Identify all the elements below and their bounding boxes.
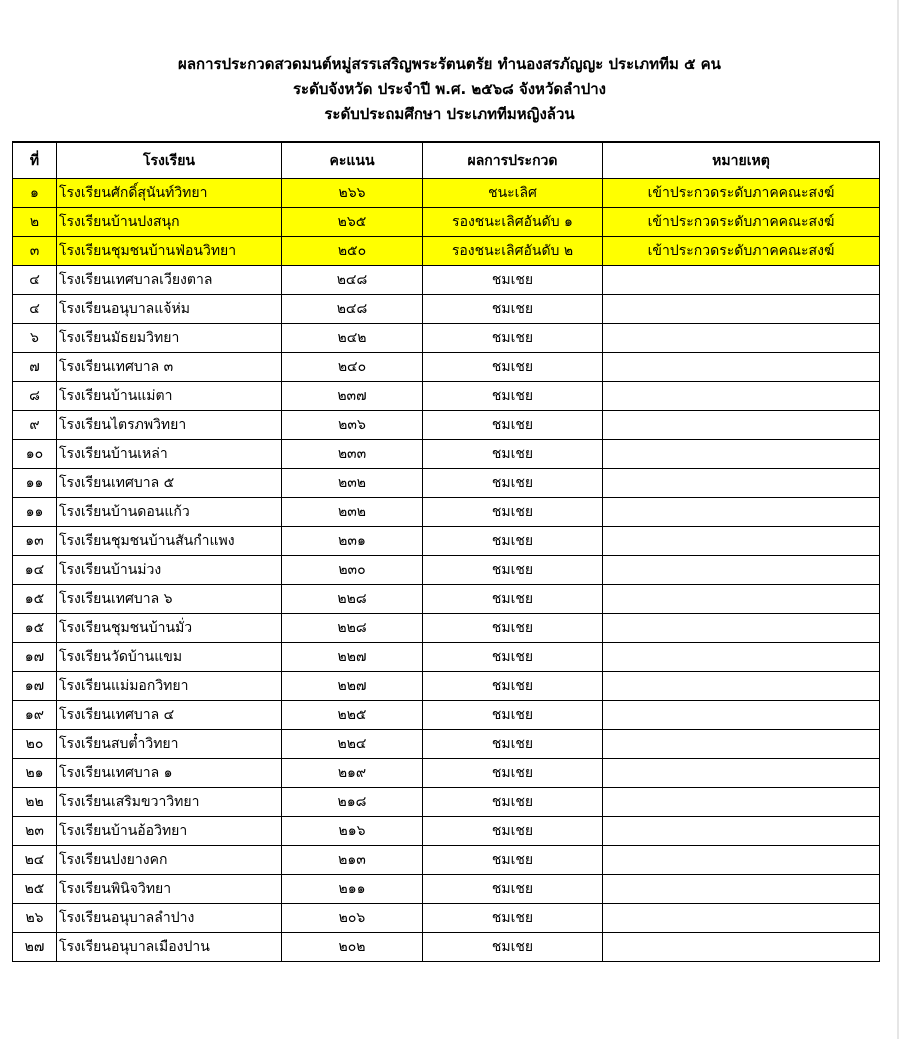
table-body [13, 179, 880, 962]
score-cell: ๒๑๖ [282, 817, 423, 846]
result-cell: ชมเชย [423, 672, 603, 701]
rank-cell: ๒๑ [13, 759, 57, 788]
school-cell: โรงเรียนสบต๋ำวิทยา [57, 730, 282, 759]
score-cell: ๒๒๕ [282, 701, 423, 730]
score-cell: ๒๐๖ [282, 904, 423, 933]
header-school: โรงเรียน [57, 142, 282, 179]
school-cell: โรงเรียนศักดิ์สุนันท์วิทยา [57, 179, 282, 208]
note-cell [603, 266, 880, 295]
score-cell: ๒๑๓ [282, 846, 423, 875]
note-cell [603, 933, 880, 962]
score-cell: ๒๓๖ [282, 411, 423, 440]
results-table [12, 141, 880, 962]
result-cell: ชมเชย [423, 846, 603, 875]
note-cell [603, 614, 880, 643]
table-row [13, 759, 880, 788]
score-cell: ๒๓๓ [282, 440, 423, 469]
score-cell: ๒๑๙ [282, 759, 423, 788]
rank-cell: ๑ [13, 179, 57, 208]
note-cell [603, 353, 880, 382]
table-row [13, 411, 880, 440]
note-cell: เข้าประกวดระดับภาคคณะสงฆ์ [603, 179, 880, 208]
score-cell: ๒๒๗ [282, 672, 423, 701]
school-cell: โรงเรียนเทศบาล ๓ [57, 353, 282, 382]
note-cell [603, 672, 880, 701]
table-row [13, 585, 880, 614]
result-cell: รองชนะเลิศอันดับ ๒ [423, 237, 603, 266]
result-cell: ชมเชย [423, 266, 603, 295]
table-row [13, 614, 880, 643]
note-cell: เข้าประกวดระดับภาคคณะสงฆ์ [603, 208, 880, 237]
score-cell: ๒๓๗ [282, 382, 423, 411]
table-row [13, 237, 880, 266]
rank-cell: ๒๒ [13, 788, 57, 817]
result-cell: ชมเชย [423, 382, 603, 411]
school-cell: โรงเรียนชุมชนบ้านมั่ว [57, 614, 282, 643]
score-cell: ๒๔๘ [282, 295, 423, 324]
rank-cell: ๗ [13, 353, 57, 382]
header-result: ผลการประกวด [423, 142, 603, 179]
score-cell: ๒๖๕ [282, 208, 423, 237]
school-cell: โรงเรียนอนุบาลเมืองปาน [57, 933, 282, 962]
table-row [13, 266, 880, 295]
table-row [13, 701, 880, 730]
result-cell: ชมเชย [423, 527, 603, 556]
note-cell [603, 875, 880, 904]
result-cell: ชมเชย [423, 701, 603, 730]
score-cell: ๒๒๗ [282, 643, 423, 672]
school-cell: โรงเรียนปงยางคก [57, 846, 282, 875]
result-cell: รองชนะเลิศอันดับ ๑ [423, 208, 603, 237]
rank-cell: ๑๗ [13, 643, 57, 672]
school-cell: โรงเรียนแม่มอกวิทยา [57, 672, 282, 701]
school-cell: โรงเรียนเสริมขวาวิทยา [57, 788, 282, 817]
rank-cell: ๒๗ [13, 933, 57, 962]
document-header [0, 52, 899, 127]
note-cell [603, 788, 880, 817]
result-cell: ชมเชย [423, 788, 603, 817]
result-cell: ชมเชย [423, 324, 603, 353]
result-cell: ชมเชย [423, 614, 603, 643]
rank-cell: ๙ [13, 411, 57, 440]
rank-cell: ๑๙ [13, 701, 57, 730]
school-cell: โรงเรียนชุมชนบ้านฟ่อนวิทยา [57, 237, 282, 266]
table-row [13, 846, 880, 875]
school-cell: โรงเรียนเทศบาล ๔ [57, 701, 282, 730]
table-row [13, 353, 880, 382]
score-cell: ๒๖๖ [282, 179, 423, 208]
note-cell [603, 701, 880, 730]
note-cell [603, 382, 880, 411]
result-cell: ชมเชย [423, 759, 603, 788]
result-cell: ชมเชย [423, 904, 603, 933]
note-cell: เข้าประกวดระดับภาคคณะสงฆ์ [603, 237, 880, 266]
school-cell: โรงเรียนบ้านอ้อวิทยา [57, 817, 282, 846]
score-cell: ๒๓๑ [282, 527, 423, 556]
score-cell: ๒๒๘ [282, 585, 423, 614]
school-cell: โรงเรียนอนุบาลแจ้ห่ม [57, 295, 282, 324]
school-cell: โรงเรียนไตรภพวิทยา [57, 411, 282, 440]
school-cell: โรงเรียนบ้านแม่ตา [57, 382, 282, 411]
note-cell [603, 440, 880, 469]
table-row [13, 904, 880, 933]
rank-cell: ๑๕ [13, 585, 57, 614]
note-cell [603, 846, 880, 875]
note-cell [603, 527, 880, 556]
rank-cell: ๖ [13, 324, 57, 353]
table-row [13, 208, 880, 237]
table-row [13, 875, 880, 904]
result-cell: ชมเชย [423, 933, 603, 962]
table-row [13, 817, 880, 846]
result-cell: ชมเชย [423, 817, 603, 846]
result-cell: ชมเชย [423, 556, 603, 585]
rank-cell: ๓ [13, 237, 57, 266]
result-cell: ชมเชย [423, 469, 603, 498]
result-cell: ชมเชย [423, 440, 603, 469]
rank-cell: ๑๑ [13, 498, 57, 527]
title-line-2: ระดับจังหวัด ประจำปี พ.ศ. ๒๕๖๘ จังหวัดลำปาง [293, 80, 606, 98]
result-cell: ชมเชย [423, 643, 603, 672]
school-cell: โรงเรียนเทศบาล ๖ [57, 585, 282, 614]
note-cell [603, 585, 880, 614]
score-cell: ๒๒๘ [282, 614, 423, 643]
school-cell: โรงเรียนบ้านม่วง [57, 556, 282, 585]
rank-cell: ๑๔ [13, 556, 57, 585]
school-cell: โรงเรียนวัดบ้านแขม [57, 643, 282, 672]
score-cell: ๒๕๐ [282, 237, 423, 266]
school-cell: โรงเรียนมัธยมวิทยา [57, 324, 282, 353]
score-cell: ๒๔๐ [282, 353, 423, 382]
score-cell: ๒๔๘ [282, 266, 423, 295]
table-row [13, 324, 880, 353]
rank-cell: ๒๓ [13, 817, 57, 846]
table-row [13, 643, 880, 672]
title-line-3: ระดับประถมศึกษา ประเภททีมหญิงล้วน [324, 105, 575, 123]
rank-cell: ๘ [13, 382, 57, 411]
rank-cell: ๔ [13, 266, 57, 295]
note-cell [603, 295, 880, 324]
score-cell: ๒๔๒ [282, 324, 423, 353]
school-cell: โรงเรียนพินิจวิทยา [57, 875, 282, 904]
note-cell [603, 759, 880, 788]
school-cell: โรงเรียนบ้านเหล่า [57, 440, 282, 469]
score-cell: ๒๑๑ [282, 875, 423, 904]
school-cell: โรงเรียนบ้านดอนแก้ว [57, 498, 282, 527]
table-row [13, 440, 880, 469]
school-cell: โรงเรียนอนุบาลลำปาง [57, 904, 282, 933]
table-row [13, 527, 880, 556]
score-cell: ๒๑๘ [282, 788, 423, 817]
table-row [13, 498, 880, 527]
rank-cell: ๑๐ [13, 440, 57, 469]
school-cell: โรงเรียนเทศบาลเวียงตาล [57, 266, 282, 295]
result-cell: ชมเชย [423, 585, 603, 614]
note-cell [603, 643, 880, 672]
result-cell: ชมเชย [423, 498, 603, 527]
rank-cell: ๑๑ [13, 469, 57, 498]
score-cell: ๒๓๒ [282, 469, 423, 498]
note-cell [603, 817, 880, 846]
result-cell: ชมเชย [423, 875, 603, 904]
school-cell: โรงเรียนเทศบาล ๕ [57, 469, 282, 498]
rank-cell: ๒๕ [13, 875, 57, 904]
table-row [13, 788, 880, 817]
note-cell [603, 556, 880, 585]
note-cell [603, 498, 880, 527]
rank-cell: ๑๗ [13, 672, 57, 701]
score-cell: ๒๐๒ [282, 933, 423, 962]
table-header-row [13, 142, 880, 179]
title-line-1: ผลการประกวดสวดมนต์หมู่สรรเสริญพระรัตนตรัย ทำนองสรภัญญะ ประเภททีม ๕ คน [178, 55, 721, 73]
result-cell: ชมเชย [423, 353, 603, 382]
rank-cell: ๑๕ [13, 614, 57, 643]
header-rank: ที่ [13, 142, 57, 179]
score-cell: ๒๒๔ [282, 730, 423, 759]
rank-cell: ๑๓ [13, 527, 57, 556]
school-cell: โรงเรียนชุมชนบ้านสันกำแพง [57, 527, 282, 556]
note-cell [603, 730, 880, 759]
table-row [13, 179, 880, 208]
rank-cell: ๒๖ [13, 904, 57, 933]
rank-cell: ๒๐ [13, 730, 57, 759]
rank-cell: ๒ [13, 208, 57, 237]
rank-cell: ๔ [13, 295, 57, 324]
table-row [13, 730, 880, 759]
table-row [13, 469, 880, 498]
table-row [13, 672, 880, 701]
table-row [13, 295, 880, 324]
result-cell: ชมเชย [423, 730, 603, 759]
rank-cell: ๒๔ [13, 846, 57, 875]
result-cell: ชมเชย [423, 411, 603, 440]
note-cell [603, 324, 880, 353]
score-cell: ๒๓๒ [282, 498, 423, 527]
table-row [13, 933, 880, 962]
note-cell [603, 411, 880, 440]
note-cell [603, 904, 880, 933]
header-note: หมายเหตุ [603, 142, 880, 179]
note-cell [603, 469, 880, 498]
result-cell: ชมเชย [423, 295, 603, 324]
table-row [13, 382, 880, 411]
header-score: คะแนน [282, 142, 423, 179]
table-row [13, 556, 880, 585]
score-cell: ๒๓๐ [282, 556, 423, 585]
school-cell: โรงเรียนเทศบาล ๑ [57, 759, 282, 788]
result-cell: ชนะเลิศ [423, 179, 603, 208]
school-cell: โรงเรียนบ้านปงสนุก [57, 208, 282, 237]
